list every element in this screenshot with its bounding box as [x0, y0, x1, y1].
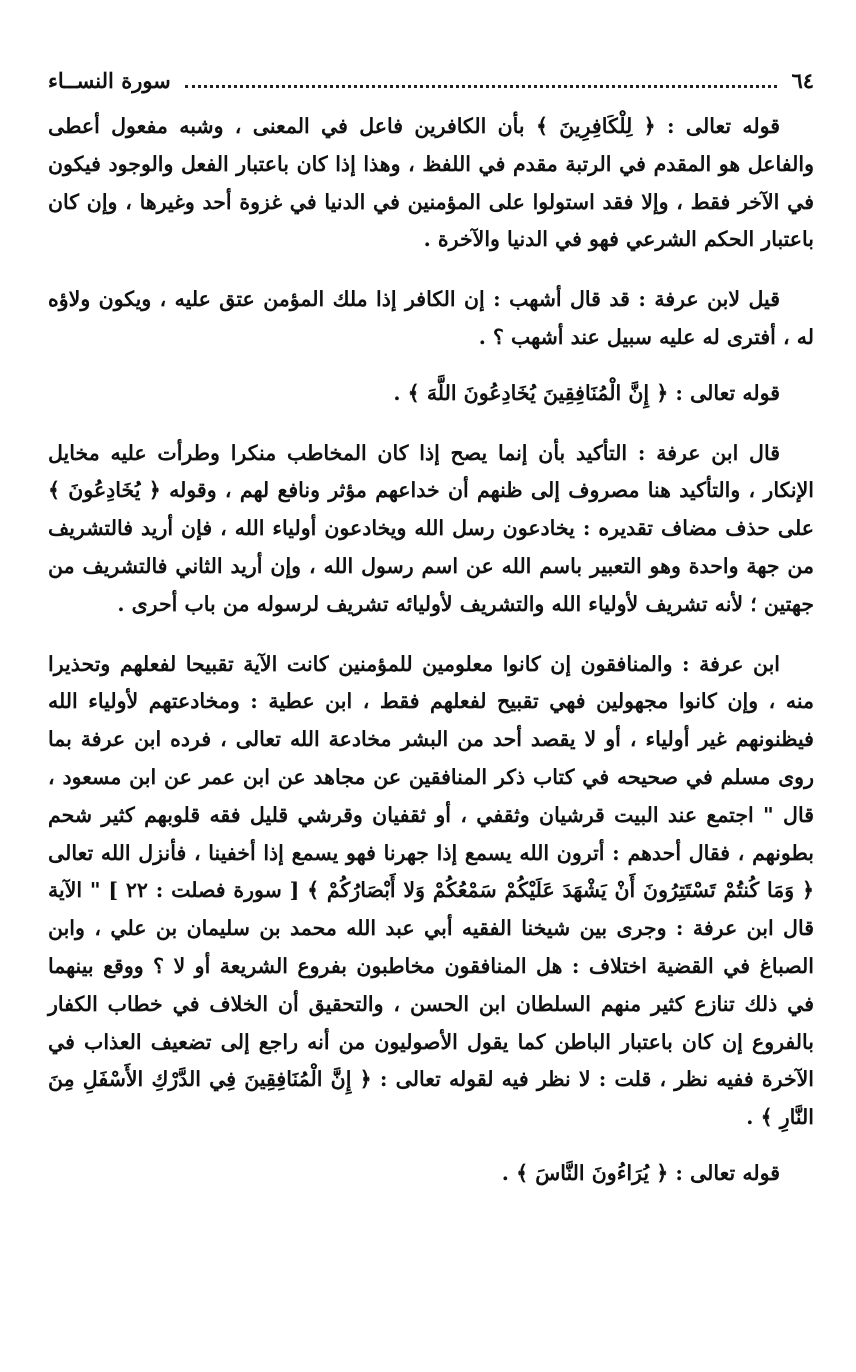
paragraph-verse-munafiqin: قوله تعالى : ﴿ إِنَّ الْمُنَافِقِينَ يُخَادِعُونَ اللَّهَ ﴾ . [393, 380, 780, 405]
document-page [48, 68, 814, 1193]
paragraph-verse-yuraaun: قوله تعالى : ﴿ يُرَاءُونَ النَّاسَ ﴾ . [501, 1160, 780, 1185]
surah-title: سورة النســاء [48, 68, 171, 93]
paragraph-lil-kafirin: قوله تعالى : ﴿ لِلْكَافِرِينَ ﴾ بأن الكافرين فاعل في المعنى ، وشبه مفعول أعطى والفاعل هو المقدم في الرتبة مقدم في اللفظ ، وهذا إذا كان باعتبار الفعل والوجود فيكون في الآخر فقط ، وإلا فقد استولوا على المؤمنين في الدنيا في غزوة أحد وغيرها ، وإن كان باعتبار الحكم الشرعي فهو في الدنيا والآخرة . [48, 114, 814, 252]
page-body [48, 108, 814, 1193]
page-number: ٦٤ [791, 68, 814, 93]
running-header [48, 68, 814, 98]
paragraph-ashhab-question: قيل لابن عرفة : قد قال أشهب : إن الكافر إذا ملك المؤمن عتق عليه ، ويكون ولاؤه له ، أفترى له عليه سبيل عند أشهب ؟ . [48, 287, 814, 349]
paragraph-munafiqun-commentary: ابن عرفة : والمنافقون إن كانوا معلومين للمؤمنين كانت الآية تقبيحا لفعلهم وتحذيرا منه ، وإن كانوا مجهولين فهي تقبيح لفعلهم فقط ، ابن عطية : ومخادعتهم لأولياء الله فيظنونهم غير أولياء ، أو لا يقصد أحد من البشر مخادعة الله تعالى ، فرده ابن عرفة بما روى مسلم في صحيحه في كتاب ذكر المنافقين عن مجاهد عن ابن عمر عن ابن مسعود ، قال " اجتمع عند البيت قرشيان وثقفي ، أو ثقفيان وقرشي قليل فقه قلوبهم كثير شحم بطونهم ، فقال أحدهم : أترون الله يسمع إذا جهرنا فهو يسمع إذا أخفينا ، فأنزل الله تعالى ﴿ وَمَا كُنتُمْ تَسْتَتِرُونَ أَنْ يَشْهَدَ عَلَيْكُمْ سَمْعُكُمْ وَلا أَبْصَارُكُمْ ﴾ [ سورة فصلت : ٢٢ ] " الآية قال ابن عرفة : وجرى بين شيخنا الفقيه أبي عبد الله محمد بن سليمان بن علي ، وابن الصباغ في القضية اختلاف : هل المنافقون مخاطبون بفروع الشريعة أو لا ؟ ووقع بينهما في ذلك تنازع كثير منهم السلطان ابن الحسن ، والتحقيق أن الخلاف في خطاب الكفار بالفروع إن كان باعتبار الباطن كما يقول الأصوليون من أنه راجع إلى تضعيف العذاب في الآخرة ففيه نظر ، قلت : لا نظر فيه لقوله تعالى : ﴿ إِنَّ الْمُنَافِقِينَ فِي الدَّرْكِ الأَسْفَلِ مِنَ النَّارِ ﴾ . [48, 651, 814, 1130]
header-dotted-rule [185, 73, 778, 88]
paragraph-takid-commentary: قال ابن عرفة : التأكيد بأن إنما يصح إذا كان المخاطب منكرا وطرأت عليه مخايل الإنكار ، والتأكيد هنا مصروف إلى ظنهم أن خداعهم مؤثر ونافع لهم ، وقوله ﴿ يُخَادِعُونَ ﴾ على حذف مضاف تقديره : يخادعون رسل الله ويخادعون أولياء الله ، فإن أريد فالتشريف من جهة واحدة وهو التعبير باسم الله عن اسم رسول الله ، وإن أريد الثاني فالتشريف من جهتين ؛ لأنه تشريف لأولياء الله والتشريف لأوليائه تشريف لرسوله من باب أحرى . [48, 440, 814, 616]
